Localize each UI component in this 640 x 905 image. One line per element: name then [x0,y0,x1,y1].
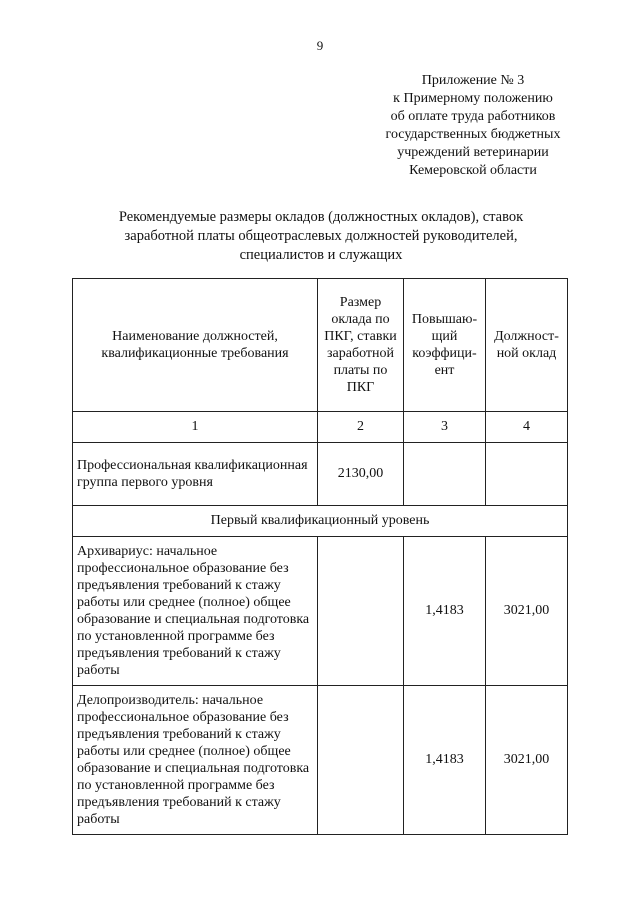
header-pkg-salary: Размер оклада по ПКГ, ставки заработной платы по ПКГ [318,279,404,412]
column-number: 2 [318,412,404,443]
position-description: Архивариус: начальное профессиональное образование без предъявления требований к стажу работы или среднее (полное) общее образование и специальная подготовка по установленной программе без предъявления требований к стажу работы [73,537,318,686]
group-salary: 2130,00 [318,443,404,506]
group-name: Профессиональная квалификационная группа первого уровня [73,443,318,506]
appendix-line: к Примерному положению [393,91,553,106]
appendix-line: об оплате труда работников [390,109,556,124]
appendix-line: Кемеровской области [409,163,537,178]
appendix-line: Приложение № 3 [421,73,525,88]
appendix-line: учреждений ветеринарии [397,145,549,160]
group-row [73,443,568,506]
appendix-note [368,72,578,180]
header-row [73,279,568,412]
position-official-salary: 3021,00 [486,686,568,835]
appendix-line: государственных бюджетных [385,127,561,142]
page-number: 9 [316,38,324,53]
table-row [73,537,568,686]
position-description: Делопроизводитель: начальное профессиональное образование без предъявления требований к стажу работы или среднее (полное) общее образование и специальная подготовка по установленной программе без предъявления требований к стажу работы [73,686,318,835]
title-line: Рекомендуемые размеры окладов (должностных окладов), ставок [118,209,524,225]
group-coefficient [404,443,486,506]
title-line: заработной платы общеотраслевых должностей руководителей, [124,228,518,244]
document-title [96,208,546,265]
table-row [73,686,568,835]
title-line: специалистов и служащих [239,247,403,263]
salary-table [72,278,568,835]
group-official-salary [486,443,568,506]
header-coefficient: Повышаю-щий коэффици-ент [404,279,486,412]
position-coefficient: 1,4183 [404,686,486,835]
header-official-salary: Должност-ной оклад [486,279,568,412]
column-number: 4 [486,412,568,443]
column-number-row [73,412,568,443]
header-position: Наименование должностей, квалификационные требования [73,279,318,412]
position-official-salary: 3021,00 [486,537,568,686]
qualification-level: Первый квалификационный уровень [73,506,568,537]
position-coefficient: 1,4183 [404,537,486,686]
column-number: 1 [73,412,318,443]
position-salary [318,537,404,686]
position-salary [318,686,404,835]
level-row [73,506,568,537]
column-number: 3 [404,412,486,443]
